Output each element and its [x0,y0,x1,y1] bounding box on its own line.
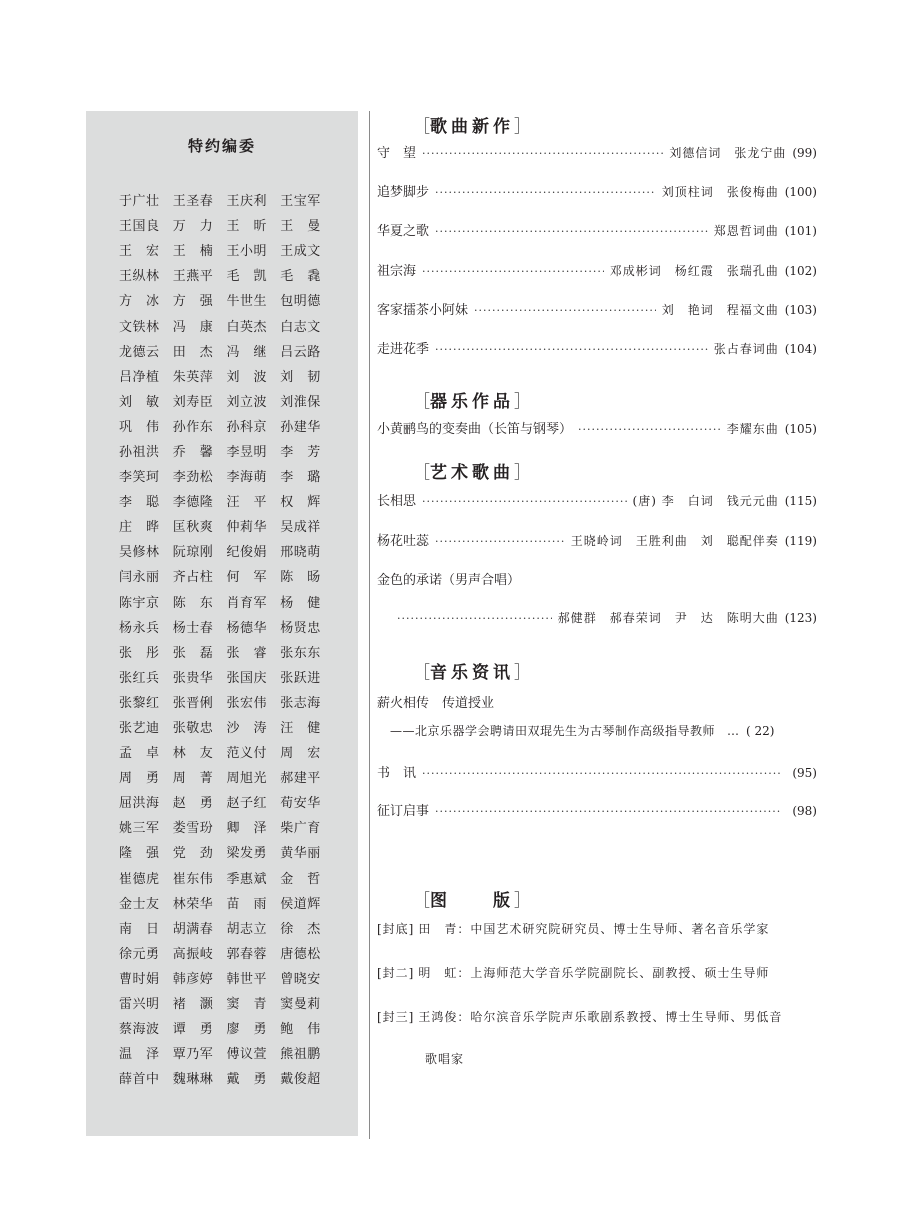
member-name: 方 冰 [119,294,160,310]
member-name: 王纵林 [119,269,160,285]
member-name: 张志海 [280,695,321,711]
member-name: 褚 灏 [172,997,214,1013]
member-name: 魏琳琳 [172,1072,214,1088]
member-row [119,890,334,915]
toc-entry[interactable]: ——北京乐器学会聘请田双琨先生为古琴制作高级指导教师 … ( 22) [390,724,775,738]
member-name: 陈宇京 [119,595,160,611]
member-name: 郭春蓉 [226,946,268,962]
member-row [119,363,334,388]
member-row [119,664,334,689]
member-row [119,262,334,287]
toc-entry[interactable]: ····· 郝健群 郝春荣词 尹 达 陈明大曲 (123) [397,609,817,626]
member-name: 刘 波 [226,369,268,385]
member-name: 冯 继 [226,344,268,360]
member-row [119,589,334,614]
member-row [119,388,334,413]
member-name: 崔德虎 [119,871,160,887]
member-name: 张黎红 [119,695,160,711]
member-name: 汪 健 [280,721,321,737]
member-name: 张东东 [280,645,321,661]
member-row [119,538,334,563]
member-name: 杨贤忠 [280,620,321,636]
member-name: 娄雪玢 [172,821,214,837]
member-row [119,338,334,363]
member-name: 周 菁 [172,771,214,787]
member-name: 王成文 [280,244,321,260]
member-row [119,513,334,538]
member-name: 李 聪 [119,495,160,511]
member-row [119,990,334,1015]
member-name: 乔 馨 [172,444,214,460]
member-name: 季惠斌 [226,871,268,887]
member-name: 纪俊娟 [226,545,268,561]
member-name: 王 曼 [280,219,321,235]
member-name: 周 宏 [280,746,321,762]
member-name: 戴 勇 [226,1072,268,1088]
member-row [119,764,334,789]
member-row [119,212,334,237]
member-name: 方 强 [172,294,214,310]
member-name: 文铁林 [119,319,160,335]
member-name: 梁发勇 [226,846,268,862]
member-name: 徐元勇 [119,946,160,962]
member-name: 熊祖鹏 [280,1047,321,1063]
member-name: 吕净植 [119,369,160,385]
member-name: 包明德 [280,294,321,310]
member-name: 李德隆 [172,495,214,511]
member-row [119,488,334,513]
member-row [119,689,334,714]
member-name: 胡志立 [226,921,268,937]
member-name: 吴成祥 [280,520,321,536]
member-name: 李劲松 [172,470,214,486]
toc-entry[interactable]: 杨花吐蕊 ····· 王晓岭词 王胜利曲 刘 聪配伴奏 (119) [377,530,817,549]
member-name: 张 彤 [119,645,160,661]
member-name: 薛首中 [119,1072,160,1088]
member-name: 白志文 [280,319,321,335]
section-heading-news: ［音乐资讯］ [413,663,531,683]
member-name: 李 芳 [280,444,321,460]
member-name: 赵子红 [226,796,268,812]
member-row [119,1040,334,1065]
member-row [119,1065,334,1090]
member-row [119,940,334,965]
member-name: 王 楠 [172,244,214,260]
member-name: 孙科京 [226,419,268,435]
member-name: 庄 晔 [119,520,160,536]
member-name: 刘立波 [226,394,268,410]
member-name: 姚三军 [119,821,160,837]
member-name: 王燕平 [172,269,214,285]
member-row [119,413,334,438]
member-name: 陈 东 [172,595,214,611]
member-name: 王庆利 [226,194,268,210]
member-name: 张国庆 [226,670,268,686]
member-name: 韩彦婷 [172,971,214,987]
member-name: 屈洪海 [119,796,160,812]
member-name: 杨士春 [172,620,214,636]
member-name: 戴俊超 [280,1072,321,1088]
member-name: 周旭光 [226,771,268,787]
member-name: 冯 康 [172,319,214,335]
member-name: 谭 勇 [172,1022,214,1038]
member-name: 张红兵 [119,670,160,686]
member-name: 孙祖洪 [119,444,160,460]
plate-credit: [封三] 王鸿俊：哈尔滨音乐学院声乐歌剧系教授、博士生导师、男低音 [377,1010,783,1024]
member-name: 朱英萍 [172,369,214,385]
member-name: 李 璐 [280,470,321,486]
member-name: 林荣华 [172,896,214,912]
member-name: 窦曼莉 [280,997,321,1013]
member-row [119,1015,334,1040]
member-name: 刘 韧 [280,369,321,385]
member-name: 张艺迪 [119,721,160,737]
member-name: 张敬忠 [172,721,214,737]
member-row [119,187,334,212]
member-row [119,915,334,940]
member-name: 赵 勇 [172,796,214,812]
member-name: 曾晓安 [280,971,321,987]
member-name: 荀安华 [280,796,321,812]
member-name: 胡满春 [172,921,214,937]
member-name: 覃乃军 [172,1047,214,1063]
member-name: 雷兴明 [119,997,160,1013]
member-name: 张 磊 [172,645,214,661]
member-name: 王 昕 [226,219,268,235]
member-name: 金士友 [119,896,160,912]
section-heading-plates: ［图 版］ [413,891,531,911]
toc-entry-title[interactable]: 薪火相传 传道授业 [377,696,495,711]
member-row [119,789,334,814]
member-row [119,312,334,337]
member-name: 李昱明 [226,444,268,460]
column-divider [369,111,370,1139]
toc-entry-title[interactable]: 金色的承诺（男声合唱） [377,573,521,588]
member-name: 孟 卓 [119,746,160,762]
toc-entry[interactable]: 客家擂茶小阿妹 ····· 刘 艳词 程福文曲 (103) [377,299,817,318]
toc-entry[interactable]: 书 讯 ····· (95) [377,762,817,781]
toc-entry[interactable]: 华夏之歌 ····· 郑恩哲词曲 (101) [377,220,817,239]
member-row [119,614,334,639]
member-row [119,739,334,764]
editorial-board-title: 特约编委 [187,137,256,155]
member-name: 张晋俐 [172,695,214,711]
member-name: 鲍 伟 [280,1022,321,1038]
member-name: 南 日 [119,921,160,937]
member-name: 林 友 [172,746,214,762]
member-name: 唐德松 [280,946,321,962]
member-name: 田 杰 [172,344,214,360]
member-row [119,865,334,890]
toc-entry[interactable]: 走进花季 ····· 张占春词曲 (104) [377,338,817,357]
plate-credit: [封底] 田 青：中国艺术研究院研究员、博士生导师、著名音乐学家 [377,922,770,936]
member-name: 金 哲 [280,871,321,887]
section-heading-instrumental: ［器乐作品］ [413,392,531,412]
member-name: 傅议萱 [226,1047,268,1063]
member-name: 张贵华 [172,670,214,686]
member-name: 于广壮 [119,194,160,210]
section-heading-songs: ［歌曲新作］ [413,117,531,137]
member-row [119,639,334,664]
toc-entry[interactable]: 祖宗海 ····· 邓成彬词 杨红霞 张瑞孔曲 (102) [377,260,817,279]
toc-entry[interactable]: 征订启事 ····· (98) [377,800,817,819]
member-name: 阮琼刚 [172,545,214,561]
member-name: 蔡海波 [119,1022,160,1038]
member-name: 王宝军 [280,194,321,210]
member-name: 曹时娟 [119,971,160,987]
member-row [119,563,334,588]
member-name: 杨德华 [226,620,268,636]
member-name: 匡秋爽 [172,520,214,536]
member-name: 窦 青 [226,997,268,1013]
member-name: 柴广育 [280,821,321,837]
toc-entry[interactable]: 小黄鹂鸟的变奏曲（长笛与钢琴） ····· 李耀东曲 (105) [377,418,817,437]
editorial-board-list [119,187,334,1090]
member-name: 周 勇 [119,771,160,787]
member-name: 廖 勇 [226,1022,268,1038]
toc-entry[interactable]: 守 望 ····· 刘德信词 张龙宁曲 (99) [377,142,817,161]
member-name: 张跃进 [280,670,321,686]
member-row [119,965,334,990]
member-row [119,463,334,488]
toc-entry[interactable]: 追梦脚步 ····· 刘顶柱词 张俊梅曲 (100) [377,181,817,200]
member-name: 徐 杰 [280,921,321,937]
member-name: 张 睿 [226,645,268,661]
member-name: 齐占柱 [172,570,214,586]
member-name: 高振岐 [172,946,214,962]
member-name: 郝建平 [280,771,321,787]
member-name: 沙 涛 [226,721,268,737]
member-name: 温 泽 [119,1047,160,1063]
member-name: 卿 泽 [226,821,268,837]
plate-credit-continuation: 歌唱家 [425,1052,465,1066]
member-name: 巩 伟 [119,419,160,435]
section-heading-art-songs: ［艺术歌曲］ [413,463,531,483]
member-name: 汪 平 [226,495,268,511]
member-row [119,237,334,262]
member-name: 肖育军 [226,595,268,611]
member-name: 闫永丽 [119,570,160,586]
member-name: 隆 强 [119,846,160,862]
member-name: 刘寿臣 [172,394,214,410]
member-name: 孙作东 [172,419,214,435]
member-name: 李笑珂 [119,470,160,486]
member-name: 王小明 [226,244,268,260]
member-name: 张宏伟 [226,695,268,711]
member-name: 李海萌 [226,470,268,486]
member-row [119,814,334,839]
member-row [119,714,334,739]
member-name: 毛 毳 [280,269,321,285]
member-name: 陈 旸 [280,570,321,586]
member-name: 刘 敏 [119,394,160,410]
member-name: 王 宏 [119,244,160,260]
member-row [119,438,334,463]
member-name: 邢晓萌 [280,545,321,561]
member-name: 范义付 [226,746,268,762]
member-name: 党 劲 [172,846,214,862]
member-name: 权 辉 [280,495,321,511]
member-name: 王圣春 [172,194,214,210]
member-name: 何 军 [226,570,268,586]
member-name: 吴修林 [119,545,160,561]
toc-entry[interactable]: 长相思 ····· (唐) 李 白词 钱元元曲 (115) [377,490,817,509]
member-name: 王国良 [119,219,160,235]
member-name: 毛 凯 [226,269,268,285]
member-name: 牛世生 [226,294,268,310]
member-row [119,839,334,864]
member-name: 苗 雨 [226,896,268,912]
member-name: 黄华丽 [280,846,321,862]
member-name: 孙建华 [280,419,321,435]
member-name: 杨永兵 [119,620,160,636]
member-name: 刘淮保 [280,394,321,410]
member-name: 龙德云 [119,344,160,360]
editorial-board-panel [86,111,358,1136]
member-name: 万 力 [172,219,214,235]
member-name: 韩世平 [226,971,268,987]
member-name: 杨 健 [280,595,321,611]
plate-credit: [封二] 明 虹：上海师范大学音乐学院副院长、副教授、硕士生导师 [377,966,770,980]
member-name: 侯道辉 [280,896,321,912]
member-name: 白英杰 [226,319,268,335]
member-row [119,287,334,312]
member-name: 仲莉华 [226,520,268,536]
member-name: 崔东伟 [172,871,214,887]
member-name: 吕云路 [280,344,321,360]
